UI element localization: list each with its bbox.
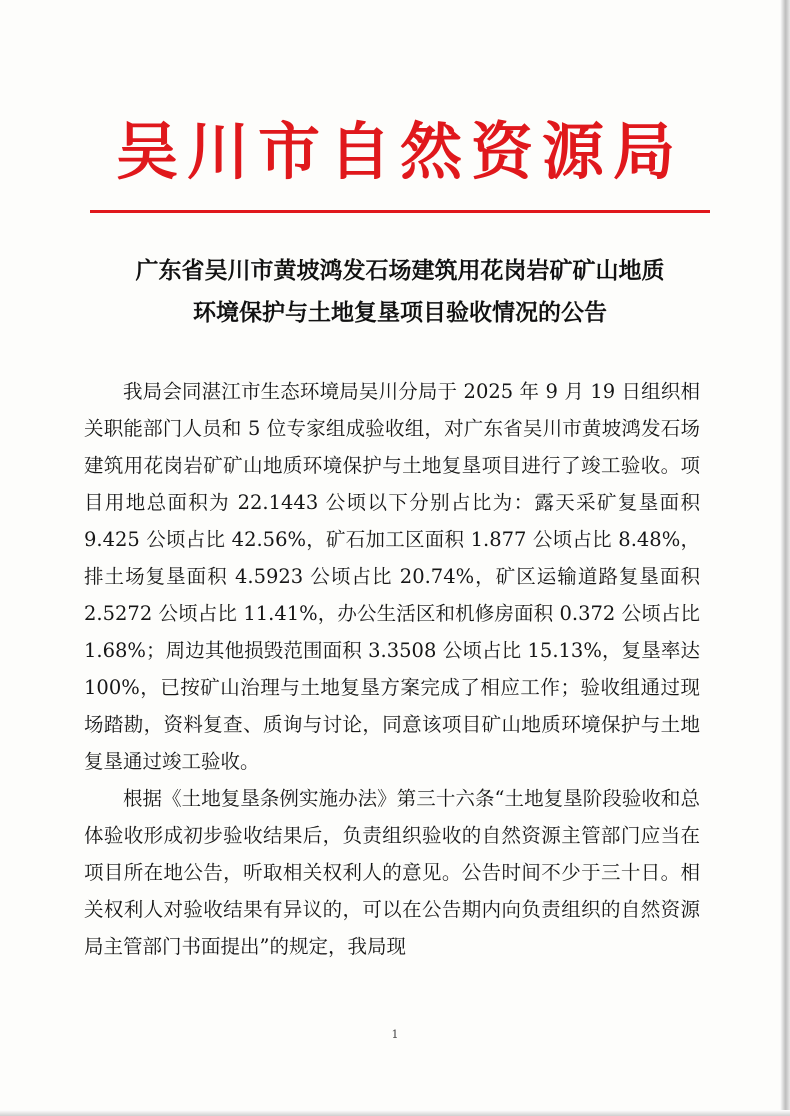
scan-bottom-shadow xyxy=(0,1110,790,1116)
body-paragraph-2: 根据《土地复垦条例实施办法》第三十六条“土地复垦阶段验收和总体验收形成初步验收结果后，负责组织验收的自然资源主管部门应当在项目所在地公告，听取相关权利人的意见。公告时间不少于三十日。相关权利人对验收结果有异议的，可以在公告期内向负责组织的自然资源局主管部门书面提出”的规定，我局现 xyxy=(84,787,700,958)
document-title xyxy=(90,250,710,334)
page-number: 1 xyxy=(391,1028,399,1041)
scan-edge-shadow xyxy=(780,0,790,1116)
body-paragraph-1: 我局会同湛江市生态环境局吴川分局于 2025 年 9 月 19 日组织相关职能部门人员和 5 位专家组成验收组，对广东省吴川市黄坡鸿发石场建筑用花岗岩矿矿山地质环境保护与土地复垦项目进行了竣工验收。项目用地总面积为 22.1443 公顷以下分别占比为：露天采矿复垦面积 9.425 公顷占比 42.56%，矿石加工区面积 1.877 公顷占比 8.48%，排土场复垦面积 4.5923 公顷占比 20.74%，矿区运输道路复垦面积 2.5272 公顷占比 11.41%，办公生活区和机修房面积 0.372 公顷占比 1.68%；周边其他损毁范围面积 3.3508 公顷占比 15.13%，复垦率达 100%，已按矿山治理与土地复垦方案完成了相应工作；验收组通过现场踏勘，资料复查、质询与讨论，同意该项目矿山地质环境保护与土地复垦通过竣工验收。 xyxy=(84,380,700,773)
document-body xyxy=(84,373,700,965)
title-line-1: 广东省吴川市黄坡鸿发石场建筑用花岗岩矿矿山地质 xyxy=(135,257,665,284)
issuing-authority-header: 吴川市自然资源局 xyxy=(115,115,684,188)
title-line-2: 环境保护与土地复垦项目验收情况的公告 xyxy=(193,299,607,326)
red-divider-line xyxy=(90,210,710,213)
